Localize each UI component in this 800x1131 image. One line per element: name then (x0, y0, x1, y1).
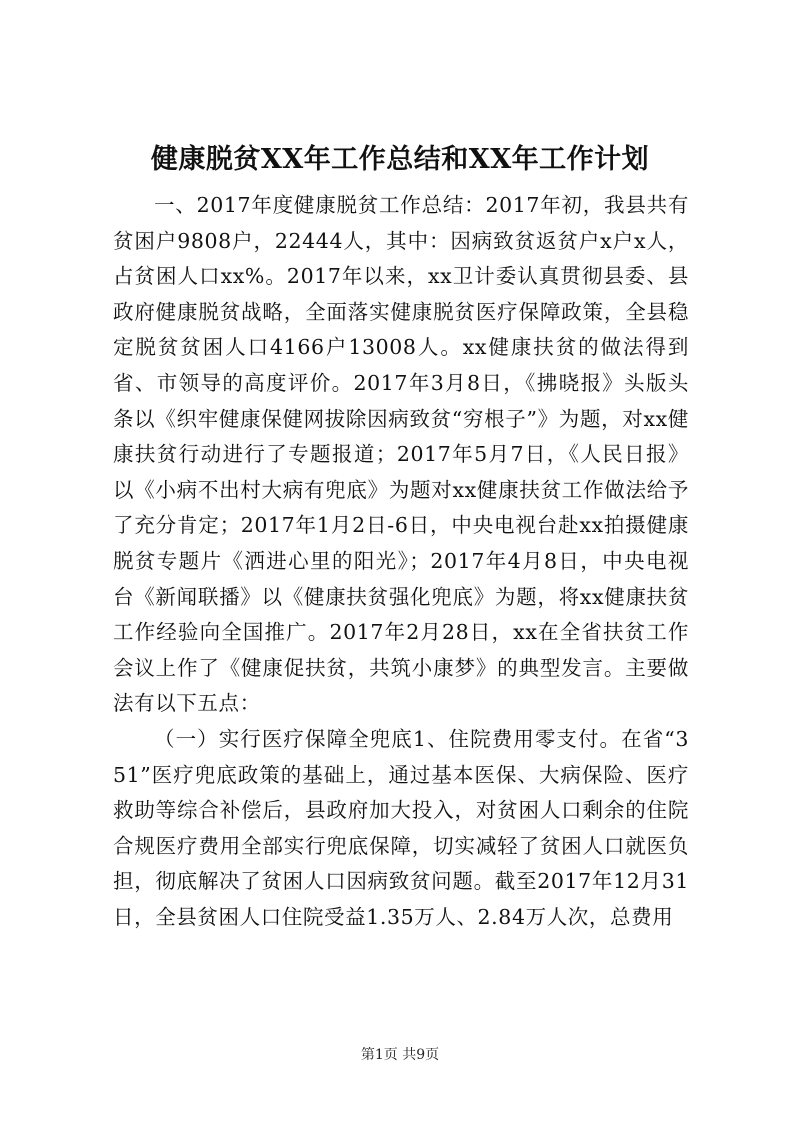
paragraph-medical-guarantee: （一）实行医疗保障全兜底1、住院费用零支付。在省“351”医疗兜底政策的基础上，通过基本医保、大病保险、医疗救助等综合补偿后，县政府加大投入，对贫困人口剩余的住院合规医疗费用全部实行兜底保障，切实减轻了贫困人口就医负担，彻底解决了贫困人口因病致贫问题。截至2017年12月31日，全县贫困人口住院受益1.35万人、2.84万人次，总费用 (113, 726, 689, 929)
document-body (113, 188, 689, 935)
document-title: 健康脱贫XX年工作总结和XX年工作计划 (150, 144, 650, 175)
paragraph-summary: 一、2017年度健康脱贫工作总结：2017年初，我县共有贫困户9808户，22444人，其中：因病致贫返贫户x户x人，占贫困人口xx%。2017年以来，xx卫计委认真贯彻县委、县政府健康脱贫战略，全面落实健康脱贫医疗保障政策，全县稳定脱贫贫困人口4166户13008人。xx健康扶贫的做法得到省、市领导的高度评价。2017年3月8日，《拂晓报》头版头条以《织牢健康保健网拔除因病致贫“穷根子”》为题，对xx健康扶贫行动进行了专题报道；2017年5月7日，《人民日报》以《小病不出村大病有兜底》为题对xx健康扶贫工作做法给予了充分肯定；2017年1月2日-6日，中央电视台赴xx拍摄健康脱贫专题片《洒进心里的阳光》；2017年4月8日，中央电视台《新闻联播》以《健康扶贫强化兜底》为题，将xx健康扶贫工作经验向全国推广。2017年2月28日，xx在全省扶贫工作会议上作了《健康促扶贫，共筑小康梦》的典型发言。主要做法有以下五点： (113, 193, 689, 716)
page-footer: 第1页 共9页 (360, 1047, 440, 1063)
